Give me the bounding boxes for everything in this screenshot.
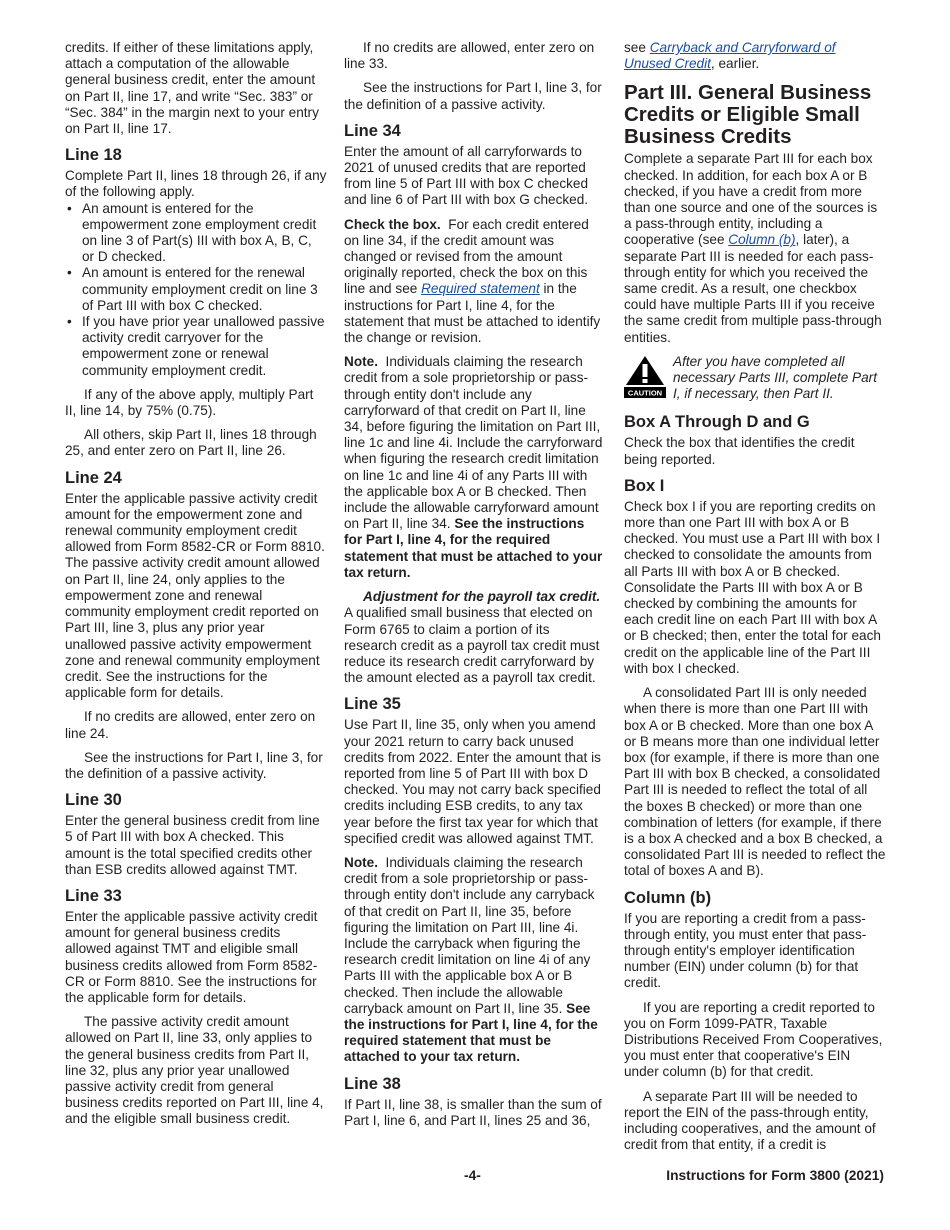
line24-paragraph: If no credits are allowed, enter zero on line 24. xyxy=(65,709,316,741)
heading-part-3: Part III. General Business Credits or Eligible Small Business Credits xyxy=(624,81,872,149)
caution-label: CAUTION xyxy=(627,388,663,398)
check-the-box-paragraph: Check the box. For each credit entered on line 34, if the credit amount was changed or revised from the amount originally reported, check the box on this line and see Required statement in the instructions for Part I, line 4, for the statement that must be attached to identify the change or revision. xyxy=(344,216,601,346)
heading-box-a-through-d: Box A Through D and G xyxy=(624,413,810,432)
line18-paragraph: If any of the above apply, multiply Part II, line 14, by 75% (0.75). xyxy=(65,386,314,419)
note-lead: Note. xyxy=(344,354,378,370)
line18-paragraph: Complete Part II, lines 18 through 26, if any of the following apply. xyxy=(65,168,327,200)
column-2 xyxy=(344,40,606,1137)
heading-line-35: Line 35 xyxy=(344,695,401,714)
heading-line-34: Line 34 xyxy=(344,121,401,140)
boxi-paragraph: A consolidated Part III is only needed when there is more than one Part III with box A or B checked. More than one box A or B means more than one individual letter box (for example, if there is more than one Part III with box B checked, a consolidated Part III is needed to reflect the total of all the boxes B checked) or more than one combination of letters (for example, if there is a box A checked and a box B checked, a consolidated Part III is needed to reflect the total of boxes A and B). xyxy=(624,685,886,879)
page-number: -4- xyxy=(464,1168,481,1183)
note-bold-text: See the instructions for Part I, line 4, for the required statement that must be attached to your tax return. xyxy=(344,1000,598,1065)
carryback-carryforward-link[interactable]: Carryback and Carryforward of Unused Credit xyxy=(624,40,836,72)
line30-paragraph: Enter the general business credit from line 5 of Part III with box A checked. This amount is the total specified credits other than ESB credits allowed against TMT. xyxy=(65,813,320,877)
note-paragraph: Note. Individuals claiming the research credit from a sole proprietorship or pass-through entity don't include any carryback of that credit on Part II, line 35, before figuring the limitation on Part III, line 4i. Include the carryback when figuring the research credit limitation on line 4i of any Parts III with the applicable box A or B checked. Then include the allowable carryback amount on Part II, line 35. See the instructions for Part I, line 4, for the required statement that must be attached to your tax return. xyxy=(344,854,598,1065)
part3-paragraph: Complete a separate Part III for each box checked. In addition, for each box A or B checked, if you have a credit from more than one source and one of the sources is a pass-through entity, including a cooperative (see Column (b), later), a separate Part III is needed for each pass-through entity for which you received the same credit. As a result, one checkbox could have multiple Parts III if you receive the same credit from multiple pass-through entities. xyxy=(624,151,882,345)
caution-icon xyxy=(624,354,666,403)
heading-column-b: Column (b) xyxy=(624,888,712,907)
list-item: • An amount is entered for the empowerment zone employment credit on line 3 of Part(s) III with box A, B, C, or D checked. xyxy=(67,200,317,265)
line33-paragraph: The passive activity credit amount allowed on Part II, line 33, only applies to the general business credits from Part II, line 32, plus any prior year unallowed passive activity credit from general business credits reported on Part III, line 4, and the eligible small business credit. xyxy=(65,1014,324,1127)
heading-line-18: Line 18 xyxy=(65,146,122,165)
column-1 xyxy=(65,40,327,1136)
form-title: Instructions for Form 3800 (2021) xyxy=(666,1168,884,1183)
heading-box-i: Box I xyxy=(624,476,665,495)
required-statement-link[interactable]: Required statement xyxy=(421,281,540,297)
line38-paragraph: If Part II, line 38, is smaller than the sum of Part I, line 6, and Part II, lines 25 and 36, xyxy=(344,1096,602,1128)
heading-line-24: Line 24 xyxy=(65,468,122,487)
caution-text: After you have completed all necessary Parts III, complete Part I, if necessary, then Part II. xyxy=(673,353,877,402)
line24-paragraph: Enter the applicable passive activity credit amount for the empowerment zone and renewal community employment credit allowed from Form 8582-CR or Form 8810. The passive activity credit amount allowed on Part II, line 24, only applies to the empowerment zone and renewal community employment credit reported on Part III, line 3, plus any prior year unallowed passive activity empowerment zone and renewal community employment credit. See the instructions for the applicable form for details. xyxy=(65,490,325,701)
heading-line-38: Line 38 xyxy=(344,1074,401,1093)
line24-paragraph: See the instructions for Part I, line 3, for the definition of a passive activity. xyxy=(65,749,323,781)
column-3 xyxy=(624,40,886,1161)
check-the-box-lead: Check the box. xyxy=(344,216,441,232)
colb-paragraph: A separate Part III will be needed to report the EIN of the pass-through entity, including cooperatives, and the amount of credit from that entity, if a credit is xyxy=(624,1088,876,1153)
line18-paragraph: All others, skip Part II, lines 18 through 25, and enter zero on Part II, line 26. xyxy=(65,427,317,459)
payroll-adjustment-paragraph: Adjustment for the payroll tax credit. A qualified small business that elected on Form 6765 to claim a portion of its research credit as a payroll tax credit must reduce its research credit carryforward by the amount elected as a payroll tax credit. xyxy=(344,589,601,686)
line34-paragraph: Enter the amount of all carryforwards to 2021 of unused credits that are reported from line 5 of Part III with box C checked and line 6 of Part III with box G checked. xyxy=(344,143,589,208)
line33-paragraph: Enter the applicable passive activity credit amount for general business credits allowed against TMT and eligible small business credits allowed from Form 8582-CR or Form 8810. See the instructions for the applicable form for details. xyxy=(65,908,318,1005)
line33-paragraph: If no credits are allowed, enter zero on line 33. xyxy=(344,40,595,72)
bullet-icon: • xyxy=(67,265,72,281)
note-bold-text: See the instructions for Part I, line 4, for the required statement that must be attached to your tax return. xyxy=(344,516,603,580)
intro-paragraph: credits. If either of these limitations apply, attach a computation of the allowable general business credit, enter the amount on Part II, line 17, and write “Sec. 383” or “Sec. 384” in the margin next to your entry on Part II, line 17. xyxy=(65,40,319,137)
heading-line-30: Line 30 xyxy=(65,791,122,810)
note-lead: Note. xyxy=(344,854,378,870)
caution-triangle-icon xyxy=(624,354,666,398)
line33-paragraph: See the instructions for Part I, line 3, for the definition of a passive activity. xyxy=(344,80,602,112)
list-item: • An amount is entered for the renewal community employment credit on line 3 of Part III with box C checked. xyxy=(67,265,318,313)
bullet-icon: • xyxy=(67,314,72,330)
boxad-paragraph: Check the box that identifies the credit being reported. xyxy=(624,435,855,467)
column-b-link[interactable]: Column (b) xyxy=(728,232,796,248)
bullet-icon: • xyxy=(67,200,72,216)
payroll-adjustment-lead: Adjustment for the payroll tax credit. xyxy=(363,589,601,605)
line35-paragraph: Use Part II, line 35, only when you amend your 2021 return to carry back unused credits from 2022. Enter the amount that is reported from line 5 of Part III with box D checked. You may not carry back specified credits including ESB credits, to any tax year before the first tax year for which that specified credit was allowed against TMT. xyxy=(344,717,601,846)
caution-note xyxy=(624,354,886,403)
colb-paragraph: If you are reporting a credit reported to you on Form 1099-PATR, Taxable Distributions Received From Cooperatives, you must enter that cooperative's EIN under column (b) for that credit. xyxy=(624,999,883,1080)
heading-line-33: Line 33 xyxy=(65,886,122,905)
boxi-paragraph: Check box I if you are reporting credits on more than one Part III with box A or B checked. You must use a Part III with box I checked to consolidate the amounts from all Parts III with box A or B checked. Consolidate the Parts III with box A or B checked by combining the amounts for each credit line on each Part III with box A or B checked; then, enter the total for each credit on the applicable line of the Part III with box I checked. xyxy=(624,498,881,676)
list-item: • If you have prior year unallowed passive activity credit carryover for the empowerment zone or renewal community employment credit. xyxy=(67,314,325,378)
colb-paragraph: If you are reporting a credit from a pass-through entity, you must enter that pass-through entity's employer identification number (EIN) under column (b) for that credit. xyxy=(624,910,867,991)
note-paragraph: Note. Individuals claiming the research credit from a sole proprietorship or pass-through entity don't include any carryforward of that credit on Part II, line 34, before figuring the limitation on Part III, line 1c and line 4i. Include the carryforward when figuring the research credit limitation on line 1c and line 4i of any Parts III with the applicable box A or B checked. Then include the allowable carryforward amount on Part II, line 34. See the instructions for Part I, line 4, for the required statement that must be attached to your tax return. xyxy=(344,354,603,580)
carryback-reference: see Carryback and Carryforward of Unused Credit, earlier. xyxy=(624,40,836,72)
